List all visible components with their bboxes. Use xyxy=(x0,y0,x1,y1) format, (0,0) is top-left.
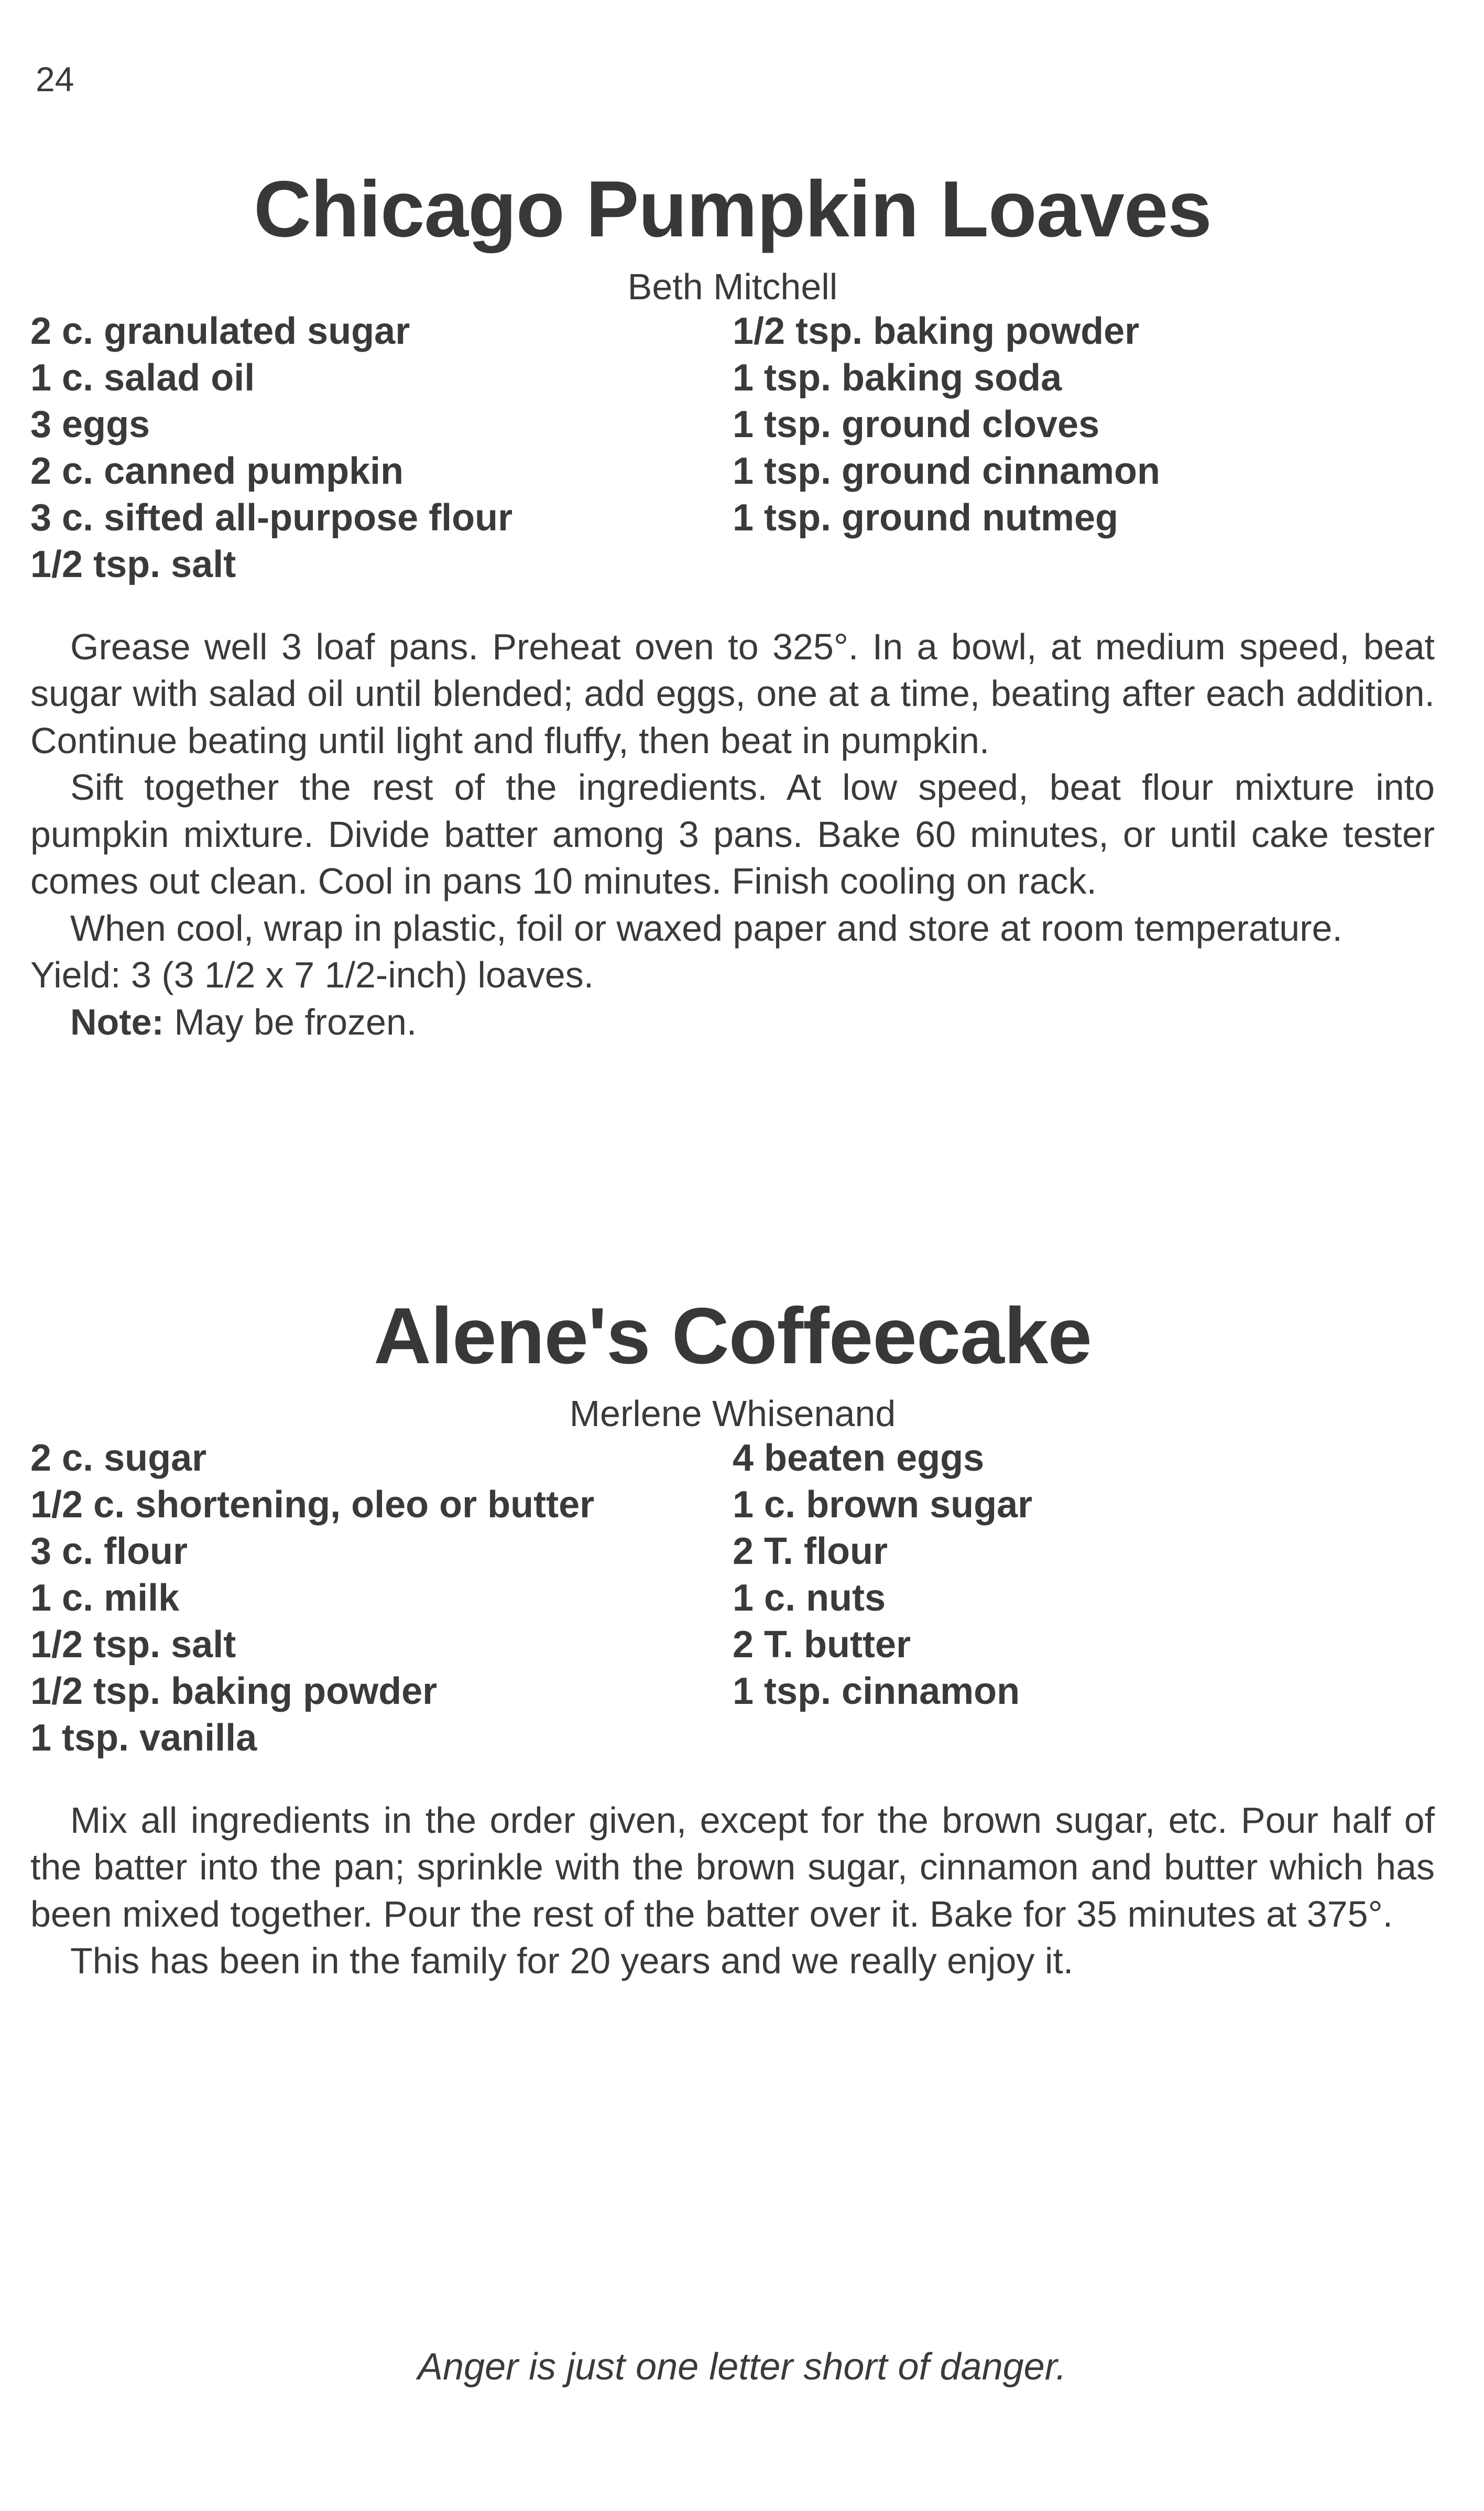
recipe-title: Alene's Coffeecake xyxy=(374,1291,1092,1380)
recipe-alenes-coffeecake xyxy=(30,1291,1435,1985)
ingredient: 1 tsp. baking soda xyxy=(733,356,1062,399)
instruction-paragraph: When cool, wrap in plastic, foil or waxed paper and store at room temperature. xyxy=(70,907,1343,949)
ingredient: 2 c. sugar xyxy=(30,1437,207,1479)
note-label: Note: xyxy=(70,1001,164,1042)
instructions xyxy=(30,624,1435,1046)
recipe-author: Beth Mitchell xyxy=(627,266,838,307)
ingredients-column-left xyxy=(30,308,733,588)
ingredient: 3 c. sifted all-purpose flour xyxy=(30,496,513,539)
page-number: 24 xyxy=(36,60,74,99)
ingredient: 1/2 tsp. baking powder xyxy=(30,1670,438,1712)
ingredients-column-left xyxy=(30,1435,733,1762)
ingredient: 1 c. milk xyxy=(30,1577,180,1619)
yield-line: Yield: 3 (3 1/2 x 7 1/2-inch) loaves. xyxy=(30,954,594,996)
ingredient: 3 eggs xyxy=(30,403,150,445)
ingredient: 1 tsp. ground cloves xyxy=(733,403,1100,445)
ingredients-column-right xyxy=(733,1435,1435,1762)
ingredient: 1 c. salad oil xyxy=(30,356,255,399)
ingredient: 1 c. nuts xyxy=(733,1577,886,1619)
ingredient: 1/2 tsp. salt xyxy=(30,1623,236,1666)
instruction-paragraph: Sift together the rest of the ingredients. At low speed, beat flour mixture into pumpkin mixture. Divide batter among 3 pans. Bake 60 minutes, or until cake tester comes out clean. Cool in pans 10 minutes. Finish cooling on rack. xyxy=(30,767,1435,902)
ingredient: 4 beaten eggs xyxy=(733,1437,985,1479)
instruction-paragraph: Grease well 3 loaf pans. Preheat oven to 325°. In a bowl, at medium speed, beat sugar with salad oil until blended; add eggs, one at a time, beating after each addition. Continue beating until light and fluffy, then beat in pumpkin. xyxy=(30,626,1435,761)
recipe-author: Merlene Whisenand xyxy=(569,1393,896,1434)
ingredient: 2 T. flour xyxy=(733,1530,888,1572)
ingredient: 1 tsp. cinnamon xyxy=(733,1670,1020,1712)
ingredient: 1/2 tsp. salt xyxy=(30,543,236,585)
ingredient: 1 c. brown sugar xyxy=(733,1483,1033,1526)
ingredient: 1 tsp. ground cinnamon xyxy=(733,450,1161,492)
footer-quote: Anger is just one letter short of danger. xyxy=(417,2346,1067,2388)
ingredients-column-right xyxy=(733,308,1435,588)
ingredient: 2 c. granulated sugar xyxy=(30,310,410,352)
ingredient: 1/2 tsp. baking powder xyxy=(733,310,1140,352)
ingredient: 2 c. canned pumpkin xyxy=(30,450,404,492)
ingredient: 1 tsp. ground nutmeg xyxy=(733,496,1118,539)
note-text: May be frozen. xyxy=(163,1001,417,1042)
recipe-title: Chicago Pumpkin Loaves xyxy=(254,165,1212,254)
ingredients-list xyxy=(30,308,1435,588)
ingredients-list xyxy=(30,1435,1435,1762)
ingredient: 2 T. butter xyxy=(733,1623,911,1666)
ingredient: 1/2 c. shortening, oleo or butter xyxy=(30,1483,595,1526)
ingredient: 3 c. flour xyxy=(30,1530,188,1572)
instruction-paragraph: Mix all ingredients in the order given, except for the brown sugar, etc. Pour half of the batter into the pan; sprinkle with the brown sugar, cinnamon and butter which has been mixed together. Pour the rest of the batter over it. Bake for 35 minutes at 375°. xyxy=(30,1799,1435,1934)
instruction-paragraph: This has been in the family for 20 years and we really enjoy it. xyxy=(70,1940,1074,1982)
recipe-chicago-pumpkin-loaves xyxy=(30,165,1435,1046)
instructions xyxy=(30,1797,1435,1985)
ingredient: 1 tsp. vanilla xyxy=(30,1716,257,1759)
note xyxy=(30,999,1435,1046)
